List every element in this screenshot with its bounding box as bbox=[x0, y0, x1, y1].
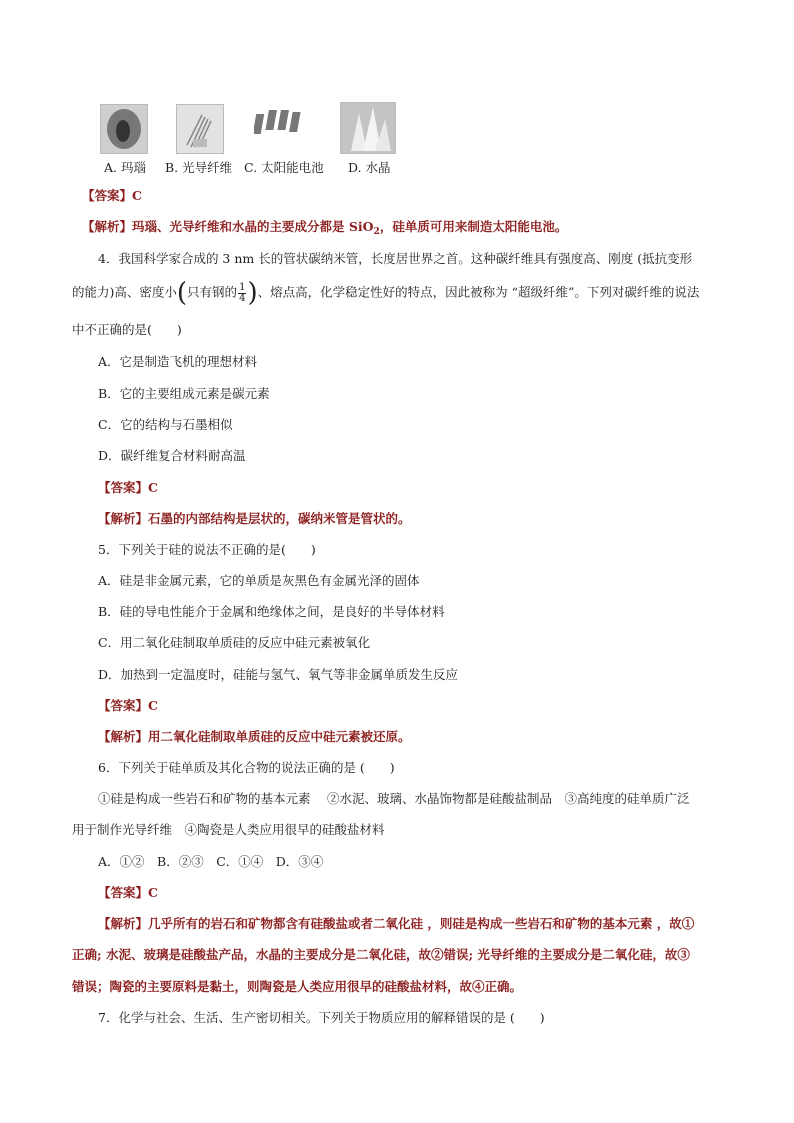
caption-b: B. 光导纤维 bbox=[165, 160, 233, 175]
q4-stem-line3: 中不正确的是( ) bbox=[72, 322, 182, 337]
q4-stem-line2: 的能力)高、密度小(只有钢的 $\frac{1}{4}$ )、熔点高，化学稳定性好的特点，因此被称为 “超级纤维”。下列对碳纤维的说法 bbox=[72, 278, 700, 308]
q7-stem: 7．化学与社会、生活、生产密切相关。下列关于物质应用的解释错误的是 ( ) bbox=[98, 1010, 545, 1025]
q6-body-line2: 用于制作光导纤维 ④陶瓷是人类应用很早的硅酸盐材料 bbox=[72, 822, 385, 837]
fraction: $\frac{1}{4}$ bbox=[239, 281, 246, 304]
q4-option-a: A．它是制造飞机的理想材料 bbox=[98, 354, 258, 369]
q4-option-b: B．它的主要组成元素是碳元素 bbox=[98, 386, 270, 401]
explanation-q6-line2: 正确; 水泥、玻璃是硅酸盐产品，水晶的主要成分是二氧化硅，故②错误; 光导纤维的主要成分是二氧化硅，故③ bbox=[72, 947, 690, 962]
explanation-q3: 【解析】玛瑙、光导纤维和水晶的主要成分都是 SiO$_2$，硅单质可用来制造太阳能电池。 bbox=[82, 219, 568, 237]
q4-option-c: C．它的结构与石墨相似 bbox=[98, 417, 233, 432]
q5-option-b: B．硅的导电性能介于金属和绝缘体之间，是良好的半导体材料 bbox=[98, 604, 445, 619]
answer-q3: 【答案】C bbox=[82, 188, 142, 203]
optical-fiber-photo bbox=[176, 104, 224, 154]
agate-icon bbox=[101, 105, 147, 153]
optical-fiber-icon bbox=[177, 105, 223, 153]
caption-a: A. 玛瑙 bbox=[104, 160, 146, 175]
crystal-photo bbox=[340, 102, 396, 154]
q6-options: A．①② B．②③ C．①④ D．③④ bbox=[98, 854, 324, 869]
q4-option-d: D．碳纤维复合材料耐高温 bbox=[98, 448, 246, 463]
explanation-q6-line1: 【解析】几乎所有的岩石和矿物都含有硅酸盐或者二氧化硅 ，则硅是构成一些岩石和矿物的基本元素 ，故① bbox=[98, 916, 695, 931]
q6-stem: 6．下列关于硅单质及其化合物的说法正确的是 ( ) bbox=[98, 760, 395, 775]
q5-stem: 5．下列关于硅的说法不正确的是( ) bbox=[98, 542, 316, 557]
q6-body-line1: ①硅是构成一些岩石和矿物的基本元素 ②水泥、玻璃、水晶饰物都是硅酸盐制品 ③高纯度的硅单质广泛 bbox=[98, 791, 690, 806]
explanation-q6-line3: 错误；陶瓷的主要原料是黏土，则陶瓷是人类应用很早的硅酸盐材料，故④正确。 bbox=[72, 979, 523, 994]
solar-panel-icon bbox=[254, 104, 308, 138]
answer-q6: 【答案】C bbox=[98, 885, 158, 900]
q5-option-d: D．加热到一定温度时，硅能与氢气、氧气等非金属单质发生反应 bbox=[98, 667, 459, 682]
caption-c: C. 太阳能电池 bbox=[244, 160, 324, 175]
solar-panel-photo bbox=[254, 104, 308, 138]
q4-stem-line1: 4．我国科学家合成的 3 nm 长的管状碳纳米管，长度居世界之首。这种碳纤维具有强度高、刚度 (抵抗变形 bbox=[98, 251, 693, 266]
explanation-q4: 【解析】石墨的内部结构是层状的，碳纳米管是管状的。 bbox=[98, 511, 411, 526]
explanation-q5: 【解析】用二氧化硅制取单质硅的反应中硅元素被还原。 bbox=[98, 729, 411, 744]
answer-q5: 【答案】C bbox=[98, 698, 158, 713]
q5-option-c: C．用二氧化硅制取单质硅的反应中硅元素被氧化 bbox=[98, 635, 371, 650]
crystal-icon bbox=[341, 103, 395, 153]
answer-q4: 【答案】C bbox=[98, 480, 158, 495]
caption-d: D. 水晶 bbox=[348, 160, 391, 175]
agate-photo bbox=[100, 104, 148, 154]
q5-option-a: A．硅是非金属元素，它的单质是灰黑色有金属光泽的固体 bbox=[98, 573, 420, 588]
